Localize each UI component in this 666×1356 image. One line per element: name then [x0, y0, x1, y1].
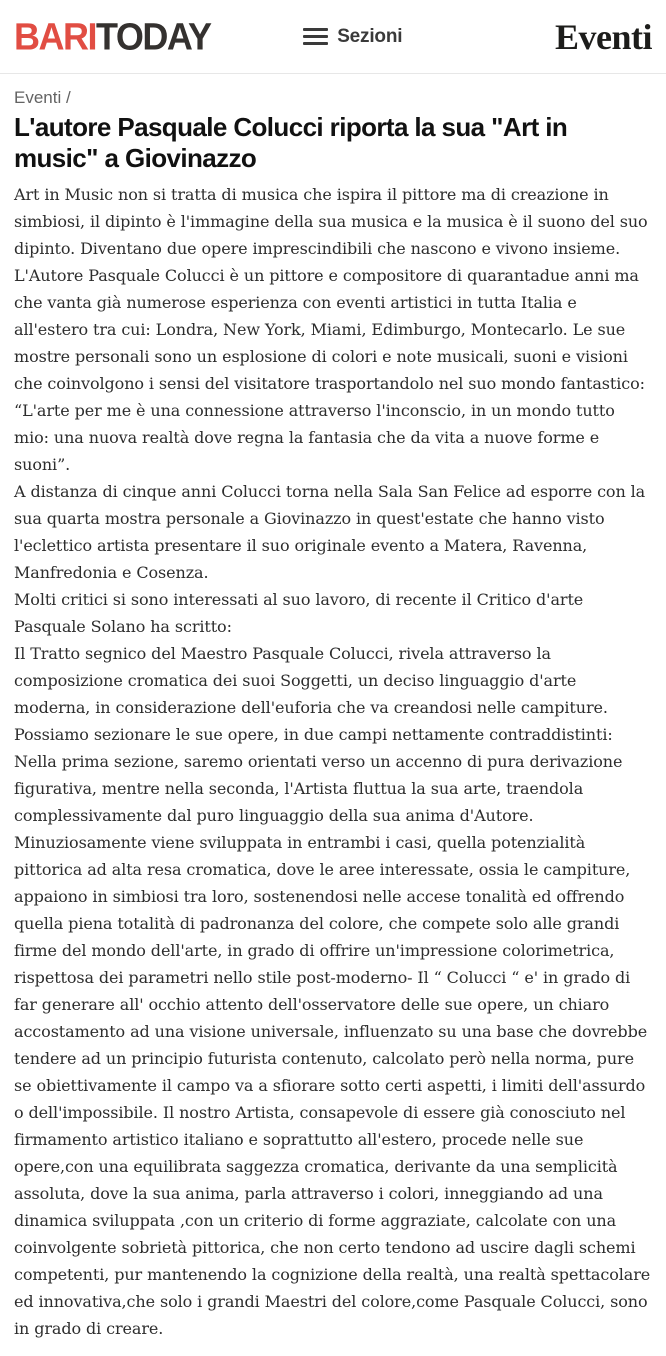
article-paragraph: Il Tratto segnico del Maestro Pasquale Colucci, rivela attraverso la composizione cromatica dei suoi Soggetti, un deciso linguaggio d'arte moderna, in considerazione dell'euforia che va creandosi nelle campiture. Possiamo sezionare le sue opere, in due campi nettamente contraddistinti: Nella prima sezione, saremo orientati verso un accenno di pura derivazione figurativa, mentre nella seconda, l'Artista fluttua la sua arte, traendola complessivamente dal puro linguaggio della sua anima d'Autore. Minuziosamente viene sviluppata in entrambi i casi, quella potenzialità pittorica ad alta resa cromatica, dove le aree interessate, ossia le campiture, appaiono in simbiosi tra loro, sostenendosi nelle accese tonalità ed offrendo quella piena totalità di padronanza del colore, che compete solo alle grandi firme del mondo dell'arte, in grado di offrire un'impressione colorimetrica, rispettosa dei parametri nello stile post-moderno- Il “ Colucci “ e' in grado di far generare all' occhio attento dell'osservatore delle sue opere, un chiaro accostamento ad una visione universale, influenzato su una base che dovrebbe tendere ad un principio futurista contenuto, calcolato però nella norma, pure se obiettivamente il campo va a sfiorare sotto certi aspetti, i limiti dell'assurdo o dell'impossibile. Il nostro Artista, consapevole di essere già conosciuto nel firmamento artistico italiano e soprattutto all'estero, procede nelle sue opere,con una equilibrata saggezza cromatica, derivante da una semplicità assoluta, dove la sua anima, parla attraverso i colori, inneggiando ad una dinamica sviluppata ,con un criterio di forme aggraziate, calcolate con una coinvolgente sobrietà pittorica, che non certo tendono ad uscire dagli schemi competenti, pur mantenendo la cognizione della realtà, una realtà spettacolare ed innovativa,che solo i grandi Maestri del colore,come Pasquale Colucci, sono in grado di creare. [14, 644, 651, 1339]
hamburger-icon [303, 28, 328, 45]
article-content [0, 74, 666, 1356]
article-title: L'autore Pasquale Colucci riporta la sua "Art in music" a Giovinazzo [14, 112, 568, 173]
breadcrumb-link-eventi[interactable]: Eventi / [14, 88, 71, 107]
site-header [0, 0, 666, 74]
article-paragraph: Molti critici si sono interessati al suo lavoro, di recente il Critico d'arte Pasquale Solano ha scritto: [14, 590, 584, 637]
article-paragraph: Art in Music non si tratta di musica che ispira il pittore ma di creazione in simbiosi, il dipinto è l'immagine della sua musica e la musica è il suono del suo dipinto. Diventano due opere imprescindibili che nascono e vivono insieme. L'Autore Pasquale Colucci è un pittore e compositore di quarantadue anni ma che vanta già numerose esperienza con eventi artistici in tutta Italia e all'estero tra cui: Londra, New York, Miami, Edimburgo, Montecarlo. Le sue mostre personali sono un esplosione di colori e note musicali, suoni e visioni che coinvolgono i sensi del visitatore trasportandolo nel suo mondo fantastico: “L'arte per me è una connessione attraverso l'inconscio, in un mondo tutto mio: una nuova realtà dove regna la fantasia che da vita a nuove forme e suoni”. [14, 185, 648, 475]
article-body [14, 181, 652, 1342]
sections-menu-label: Sezioni [337, 25, 403, 47]
site-logo-part2: TODAY [96, 14, 211, 58]
events-section-logo[interactable]: Eventi [554, 16, 652, 57]
site-logo-part1: BARI [14, 14, 96, 58]
header-menu-zone [211, 22, 555, 52]
sections-menu-button[interactable] [297, 22, 408, 52]
breadcrumb [14, 88, 652, 108]
article-paragraph: A distanza di cinque anni Colucci torna nella Sala San Felice ad esporre con la sua quarta mostra personale a Giovinazzo in quest'estate che hanno visto l'eclettico artista presentare il suo originale evento a Matera, Ravenna, Manfredonia e Cosenza. [14, 482, 646, 583]
site-logo[interactable] [14, 14, 211, 58]
